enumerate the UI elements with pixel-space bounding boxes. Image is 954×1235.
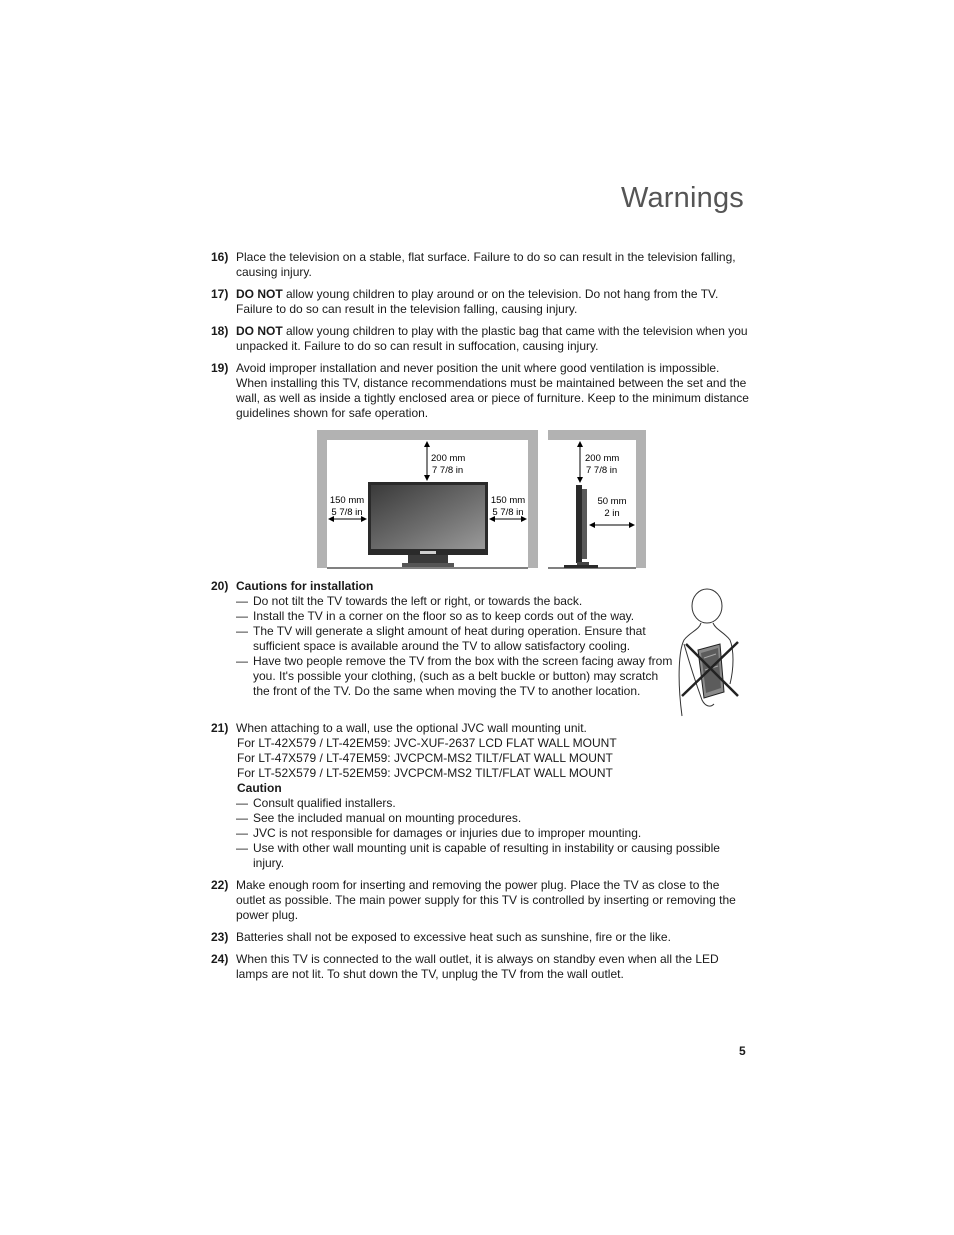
- item-text: [236, 287, 751, 317]
- list-item-text: The TV will generate a slight amount of heat during operation. Ensure that sufficient space is available around the TV to allow satisfactory cooling.: [253, 624, 646, 653]
- list-item-text: Install the TV in a corner on the floor so as to keep cords out of the way.: [253, 609, 635, 623]
- dash-glyph: —: [236, 796, 248, 810]
- side-back-in-label: 2 in: [604, 508, 620, 519]
- list-item-text: Use with other wall mounting unit is capable of resulting in instability or causing possible injury.: [253, 841, 720, 870]
- mount-line: For LT-52X579 / LT-52EM59: JVCPCM-MS2 TILT/FLAT WALL MOUNT: [237, 766, 613, 780]
- item-text: Place the television on a stable, flat surface. Failure to do so can result in the television falling, causing injury.: [236, 250, 736, 279]
- item-number: 16): [211, 250, 229, 264]
- item-text: When attaching to a wall, use the optional JVC wall mounting unit.: [236, 721, 587, 735]
- tv-side-icon: [564, 485, 598, 568]
- page-title: Warnings: [620, 182, 744, 214]
- list-item: [236, 624, 668, 654]
- front-right-mm-label: 150 mm: [490, 495, 526, 506]
- mount-line: For LT-47X579 / LT-47EM59: JVCPCM-MS2 TILT/FLAT WALL MOUNT: [237, 751, 613, 765]
- warning-item-22: [211, 878, 739, 923]
- page-number: 5: [739, 1044, 746, 1058]
- dash-glyph: —: [236, 654, 248, 668]
- side-top-in-label: 7 7/8 in: [586, 465, 618, 476]
- item-number: 23): [211, 930, 229, 944]
- item-text: [236, 324, 751, 354]
- list-item-text: See the included manual on mounting procedures.: [253, 811, 522, 825]
- emphasis-text: DO NOT: [236, 324, 283, 338]
- carried-tv-icon: [698, 644, 724, 698]
- item-body-text: allow young children to play around or on the television. Do not hang from the TV. Failure to do so can result in the television falling, causing injury.: [236, 287, 719, 316]
- front-left-in-label: 5 7/8 in: [331, 507, 363, 518]
- item-number: 19): [211, 361, 229, 375]
- person-head: [692, 589, 722, 623]
- list-item: [236, 654, 673, 699]
- item-text: Make enough room for inserting and removing the power plug. Place the TV as close to the outlet as possible. The main power supply for this TV is controlled by inserting or removing the power plug.: [236, 878, 736, 922]
- item-body: [236, 579, 671, 699]
- caution-label: Caution: [237, 781, 282, 795]
- warning-item-18: [211, 324, 751, 354]
- list-item-text: Have two people remove the TV from the box with the screen facing away from you. It's possible your clothing, (such as a belt buckle or button) may scratch the front of the TV. Do the same when moving the TV to another location.: [253, 654, 673, 698]
- front-top-mm-label: 200 mm: [431, 453, 466, 464]
- side-top-mm-label: 200 mm: [585, 453, 620, 464]
- list-item: [236, 796, 751, 811]
- tv-front-icon: [368, 482, 488, 567]
- item-number: 22): [211, 878, 229, 892]
- item-number: 20): [211, 579, 229, 593]
- item-body-text: allow young children to play with the plastic bag that came with the television when you unpacked it. Failure to do so can result in suffocation, causing injury.: [236, 324, 748, 353]
- list-item: [236, 811, 751, 826]
- list-item: [236, 826, 751, 841]
- item-number: 24): [211, 952, 229, 966]
- item-number: 17): [211, 287, 229, 301]
- emphasis-text: DO NOT: [236, 287, 283, 301]
- warning-item-17: [211, 287, 751, 317]
- list-item: [236, 841, 751, 871]
- dash-glyph: —: [236, 594, 248, 608]
- list-item-text: Consult qualified installers.: [253, 796, 396, 810]
- warning-item-20: [211, 579, 671, 699]
- list-item: [236, 594, 671, 609]
- front-right-in-label: 5 7/8 in: [492, 507, 524, 518]
- warning-item-16: [211, 250, 751, 280]
- warning-item-21: [211, 721, 751, 871]
- mount-line: For LT-42X579 / LT-42EM59: JVC-XUF-2637 LCD FLAT WALL MOUNT: [237, 736, 617, 750]
- dash-glyph: —: [236, 609, 248, 623]
- warning-item-24: [211, 952, 751, 982]
- warning-item-19: [211, 361, 751, 421]
- list-item-text: Do not tilt the TV towards the left or right, or towards the back.: [253, 594, 583, 608]
- list-item-text: JVC is not responsible for damages or injuries due to improper mounting.: [253, 826, 642, 840]
- front-top-in-label: 7 7/8 in: [432, 465, 464, 476]
- dash-glyph: —: [236, 841, 248, 855]
- warning-item-23: [211, 930, 751, 945]
- item-text: Batteries shall not be exposed to excessive heat such as sunshine, fire or the like.: [236, 930, 671, 944]
- list-item: [236, 609, 671, 624]
- section-heading: Cautions for installation: [236, 579, 374, 593]
- front-left-mm-label: 150 mm: [329, 495, 365, 506]
- item-body: [236, 721, 751, 871]
- item-text: When this TV is connected to the wall outlet, it is always on standby even when all the LED lamps are not lit. To shut down the TV, unplug the TV from the wall outlet.: [236, 952, 719, 981]
- incorrect-carry-illustration: [672, 588, 748, 722]
- mount-list: [236, 736, 751, 796]
- side-back-mm-label: 50 mm: [597, 496, 627, 507]
- item-text: Avoid improper installation and never position the unit where good ventilation is impossible. When installing this TV, distance recommendations must be maintained between the set and the wall, as well as inside a tightly enclosed area or piece of furniture. Keep to the minimum distance guidelines shown for safe operation.: [236, 361, 749, 420]
- dash-glyph: —: [236, 826, 248, 840]
- dash-glyph: —: [236, 811, 248, 825]
- item-number: 18): [211, 324, 229, 338]
- clearance-diagram: [316, 429, 648, 571]
- dash-glyph: —: [236, 624, 248, 638]
- item-number: 21): [211, 721, 229, 735]
